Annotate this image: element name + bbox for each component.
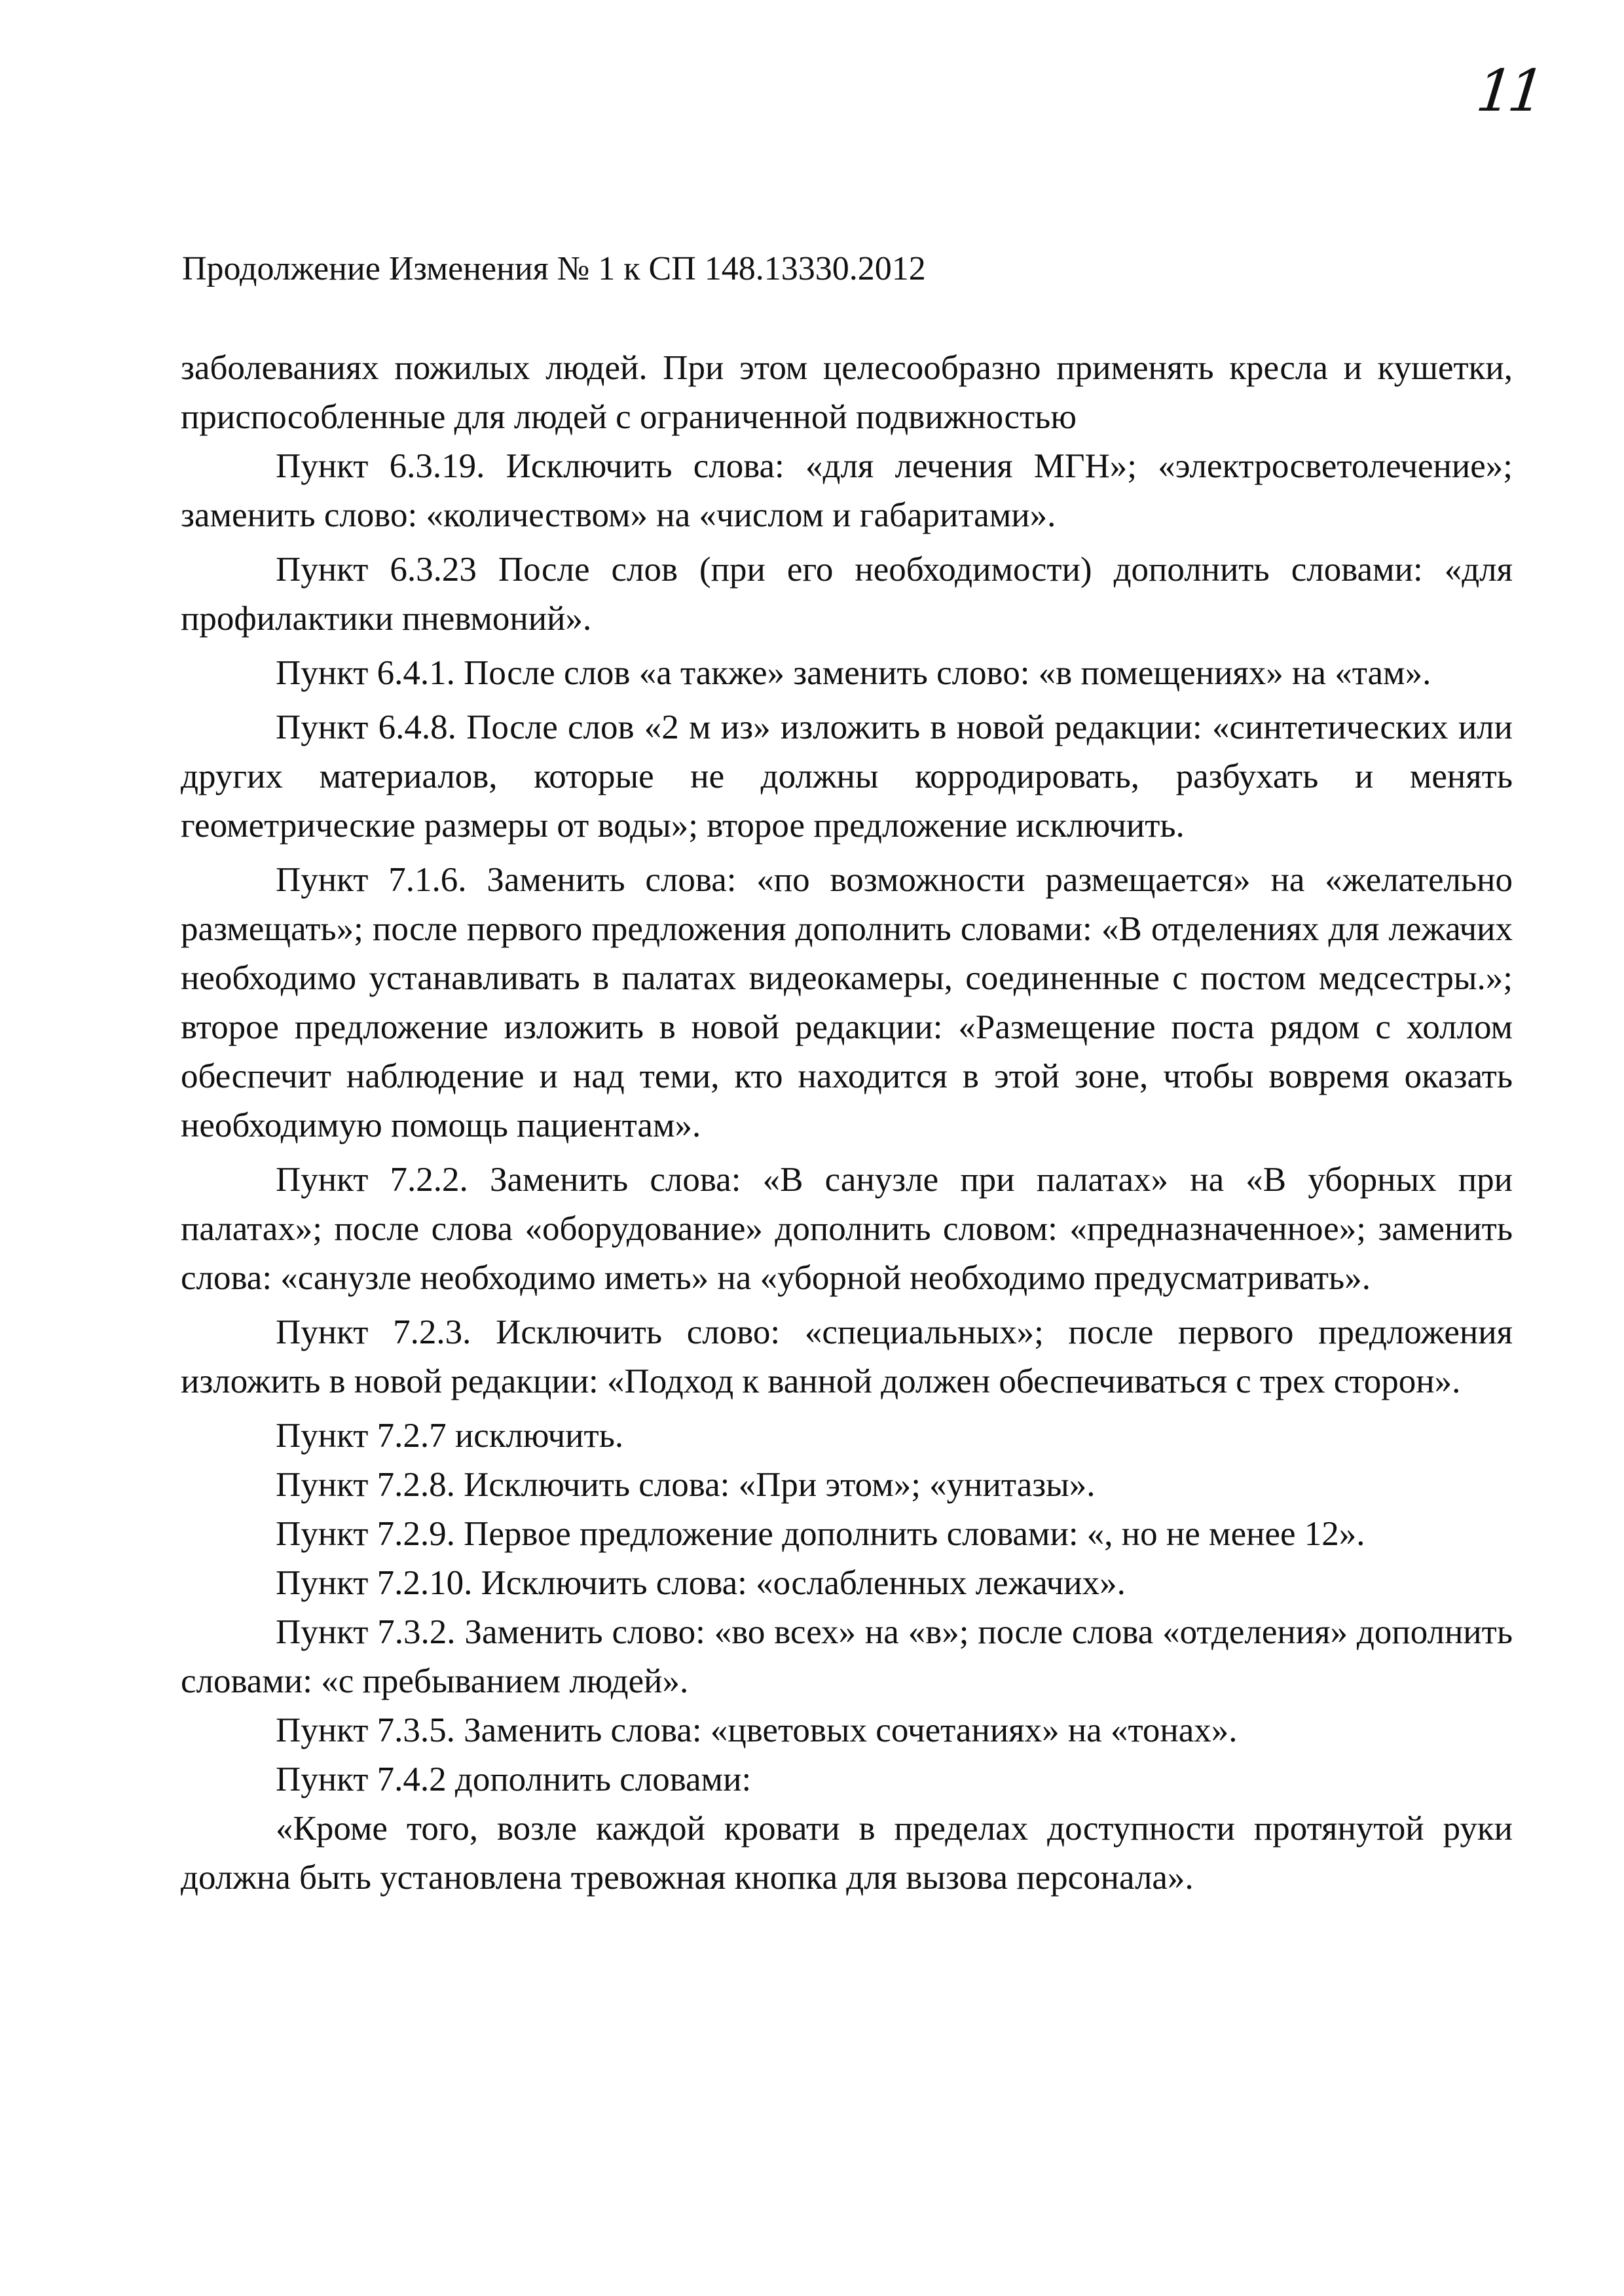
paragraph: заболеваниях пожилых людей. При этом целесообразно применять кресла и кушетки, приспособленные для людей с ограниченной подвижностью [181,349,1513,436]
handwritten-page-number: 11 [1473,57,1543,124]
paragraph: Пункт 6.3.23 После слов (при его необходимости) дополнить словами: «для профилактики пневмоний». [181,551,1513,638]
paragraph: Пункт 7.1.6. Заменить слова: «по возможности размещается» на «желательно размещать»; после первого предложения дополнить словами: «В отделениях для лежачих необходимо устанавливать в палатах видеокамеры, соединенные с постом медсестры.»; второе предложение изложить в новой редакции: «Размещение поста рядом с холлом обеспечит наблюдение и над теми, кто находится в этой зоне, чтобы вовремя оказать необходимую помощь пациентам». [181,861,1513,1144]
paragraph: Пункт 7.4.2 дополнить словами: [276,1760,752,1798]
paragraph: Пункт 7.2.2. Заменить слова: «В санузле при палатах» на «В уборных при палатах»; после слова «оборудование» дополнить словом: «предназначенное»; заменить слова: «санузле необходимо иметь» на «уборной необходимо предусматривать». [181,1161,1513,1297]
paragraph: Пункт 6.4.1. После слов «а также» заменить слово: «в помещениях» на «там». [276,654,1431,692]
paragraph: Пункт 6.3.19. Исключить слова: «для лечения МГН»; «электросветолечение»; заменить слово: «количеством» на «числом и габаритами». [181,447,1513,534]
paragraph: Пункт 7.2.3. Исключить слово: «специальных»; после первого предложения изложить в новой редакции: «Подход к ванной должен обеспечиваться с трех сторон». [181,1313,1513,1400]
paragraph: Пункт 7.3.5. Заменить слова: «цветовых сочетаниях» на «тонах». [276,1711,1238,1749]
paragraph: Пункт 7.3.2. Заменить слово: «во всех» на «в»; после слова «отделения» дополнить словами: «с пребыванием людей». [181,1613,1513,1700]
paragraph: Пункт 7.2.9. Первое предложение дополнить словами: «, но не менее 12». [276,1515,1365,1553]
document-body [181,344,1513,1903]
paragraph: «Кроме того, возле каждой кровати в пределах доступности протянутой руки должна быть установлена тревожная кнопка для вызова персонала». [181,1810,1513,1897]
paragraph: Пункт 7.2.10. Исключить слова: «ослабленных лежачих». [276,1564,1126,1602]
paragraph: Пункт 7.2.7 исключить. [276,1417,624,1455]
running-header: Продолжение Изменения № 1 к СП 148.13330.2012 [182,250,926,287]
paragraph: Пункт 6.4.8. После слов «2 м из» изложить в новой редакции: «синтетических или других материалов, которые не должны корродировать, разбухать и менять геометрические размеры от воды»; второе предложение исключить. [181,708,1513,845]
paragraph: Пункт 7.2.8. Исключить слова: «При этом»; «унитазы». [276,1466,1096,1504]
